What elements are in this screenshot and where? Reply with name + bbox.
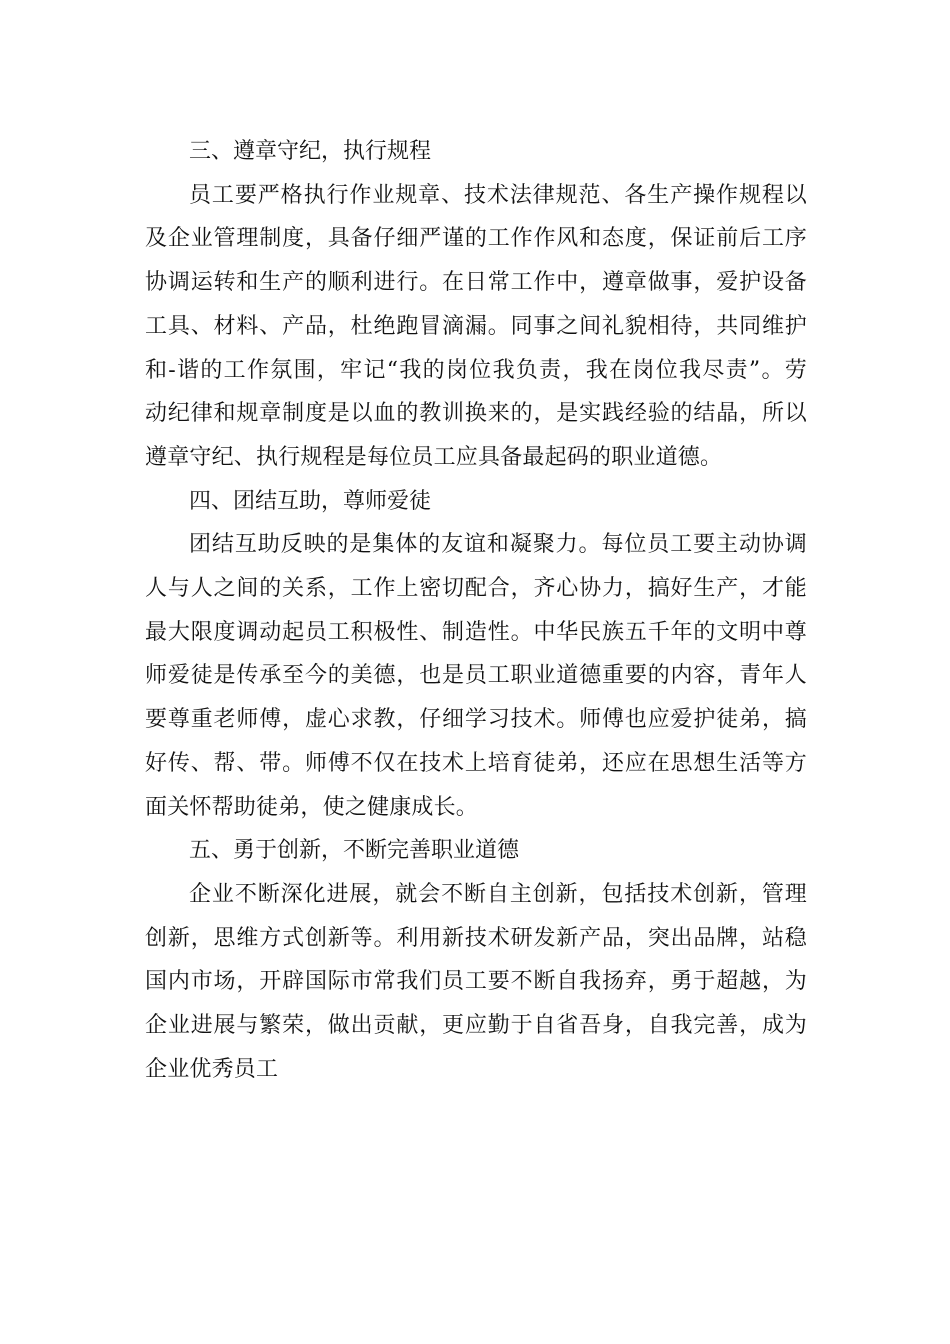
paragraph-line: 创新，思维方式创新等。利用新技术研发新产品，突出品牌，站稳 [145, 925, 807, 951]
paragraph-line: 协调运转和生产的顺利进行。在日常工作中，遵章做事，爱护设备 [145, 270, 807, 296]
section-heading: 四、团结互助，尊师爱徒 [189, 488, 432, 514]
paragraph-line: 面关怀帮助徒弟，使之健康成长。 [145, 794, 479, 820]
paragraph-line: 企业进展与繁荣，做出贡献，更应勤于自省吾身，自我完善，成为 [145, 1013, 807, 1039]
paragraph-line: 遵章守纪、执行规程是每位员工应具备最起码的职业道德。 [145, 444, 723, 470]
paragraph-line: 企业不断深化进展，就会不断自主创新，包括技术创新，管理 [189, 881, 807, 907]
section-heading: 三、遵章守纪，执行规程 [189, 139, 432, 164]
paragraph-line: 师爱徒是传承至今的美德，也是员工职业道德重要的内容，青年人 [145, 663, 807, 689]
paragraph-line: 员工要严格执行作业规章、技术法律规范、各生产操作规程以 [189, 182, 807, 208]
paragraph-line: 人与人之间的关系，工作上密切配合，齐心协力，搞好生产，才能 [145, 576, 807, 602]
paragraph-line: 和-谐的工作氛围，牢记“我的岗位我负责，我在岗位我尽责”。劳 [145, 357, 807, 383]
paragraph-line: 好传、帮、带。师傅不仅在技术上培育徒弟，还应在思想生活等方 [145, 750, 807, 776]
paragraph-line: 要尊重老师傅，虚心求教，仔细学习技术。师傅也应爱护徒弟，搞 [145, 707, 807, 733]
paragraph-line: 国内市场，开辟国际市常我们员工要不断自我扬弃，勇于超越，为 [145, 969, 807, 995]
document-body [145, 130, 807, 1091]
section-3 [145, 130, 807, 480]
paragraph-line: 工具、材料、产品，杜绝跑冒滴漏。同事之间礼貌相待，共同维护 [145, 313, 807, 339]
paragraph-line: 团结互助反映的是集体的友谊和凝聚力。每位员工要主动协调 [189, 532, 807, 558]
section-5 [145, 829, 807, 1091]
paragraph-line: 动纪律和规章制度是以血的教训换来的，是实践经验的结晶，所以 [145, 401, 807, 427]
paragraph-line: 最大限度调动起员工积极性、制造性。中华民族五千年的文明中尊 [145, 619, 807, 645]
paragraph-line: 企业优秀员工 [145, 1056, 279, 1082]
section-4 [145, 480, 807, 830]
section-heading: 五、勇于创新，不断完善职业道德 [189, 838, 520, 864]
paragraph-line: 及企业管理制度，具备仔细严谨的工作作风和态度，保证前后工序 [145, 226, 807, 252]
